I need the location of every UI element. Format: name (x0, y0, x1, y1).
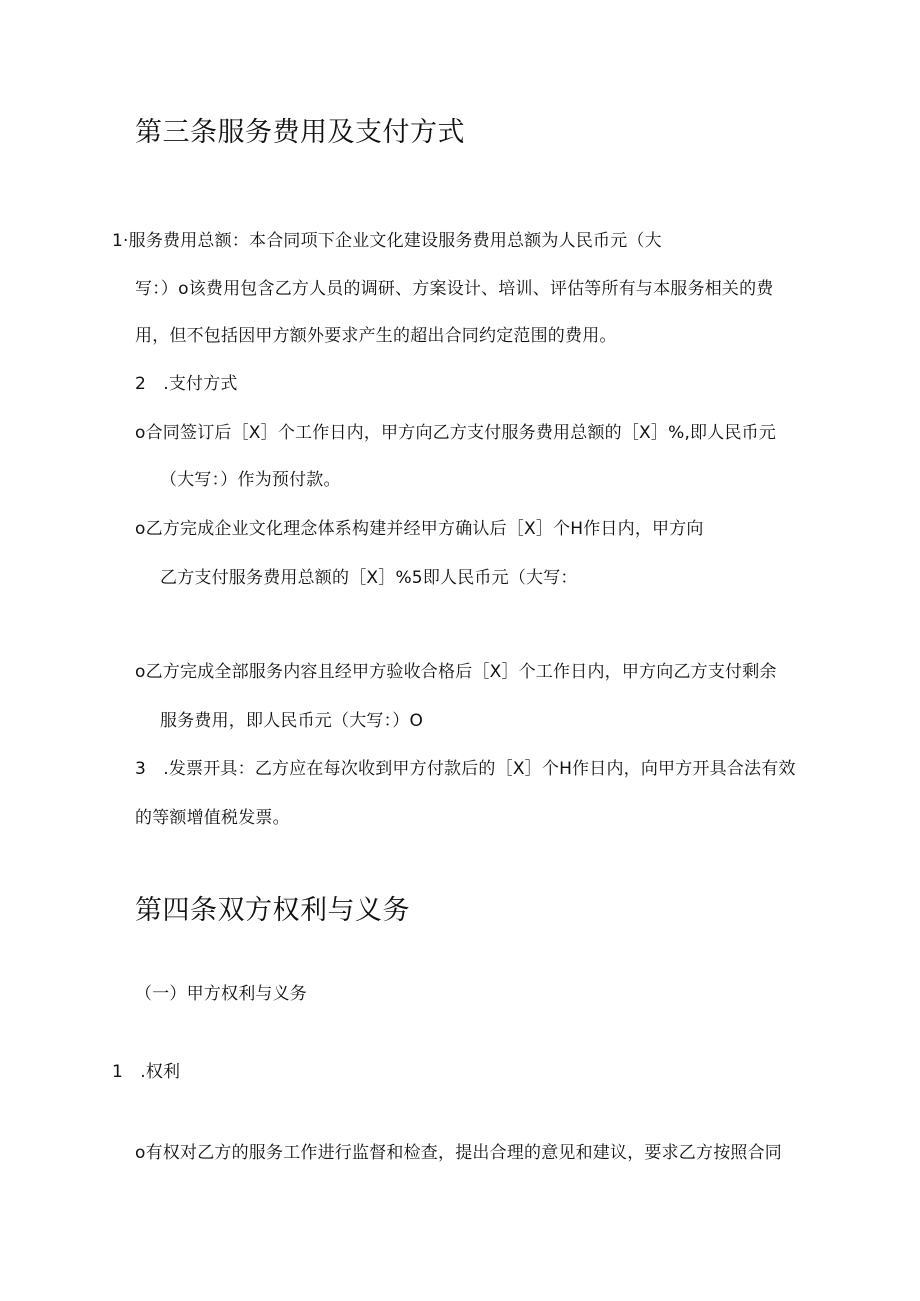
article3-line-2: 写：）o该费用包含乙方人员的调研、方案设计、培训、评估等所有与本服务相关的费 (135, 279, 774, 299)
article4-line-2: 1 .权利 (112, 1062, 181, 1082)
article4-line-1: （一）甲方权利与义务 (135, 984, 307, 1004)
article3-line-8: 乙方支付服务费用总额的［X］%5即人民币元（大写： (160, 568, 578, 588)
article3-line-1: 1·服务费用总额：本合同项下企业文化建设服务费用总额为人民币元（大 (112, 231, 662, 251)
article3-line-10: 服务费用，即人民币元（大写：）O (160, 711, 424, 731)
article4-line-3: o有权对乙方的服务工作进行监督和检查，提出合理的意见和建议，要求乙方按照合同 (135, 1143, 782, 1163)
article3-line-12: 的等额增值税发票。 (135, 808, 290, 828)
article3-title: 第三条服务费用及支付方式 (135, 117, 465, 148)
article3-line-5: o合同签订后［X］个工作日内，甲方向乙方支付服务费用总额的［X］%,即人民币元 (135, 423, 777, 443)
article3-line-3: 用，但不包括因甲方额外要求产生的超出合同约定范围的费用。 (135, 326, 617, 346)
article3-line-6: （大写：）作为预付款。 (160, 470, 341, 490)
article4-title: 第四条双方权利与义务 (135, 895, 410, 926)
article3-line-9: o乙方完成全部服务内容且经甲方验收合格后［X］个工作日内，甲方向乙方支付剩余 (135, 662, 777, 682)
article3-line-7: o乙方完成企业文化理念体系构建并经甲方确认后［X］个H作日内，甲方向 (135, 519, 704, 539)
article3-line-4: 2 .支付方式 (135, 374, 238, 394)
article3-line-11: 3 .发票开具：乙方应在每次收到甲方付款后的［X］个H作日内，向甲方开具合法有效 (135, 759, 796, 779)
